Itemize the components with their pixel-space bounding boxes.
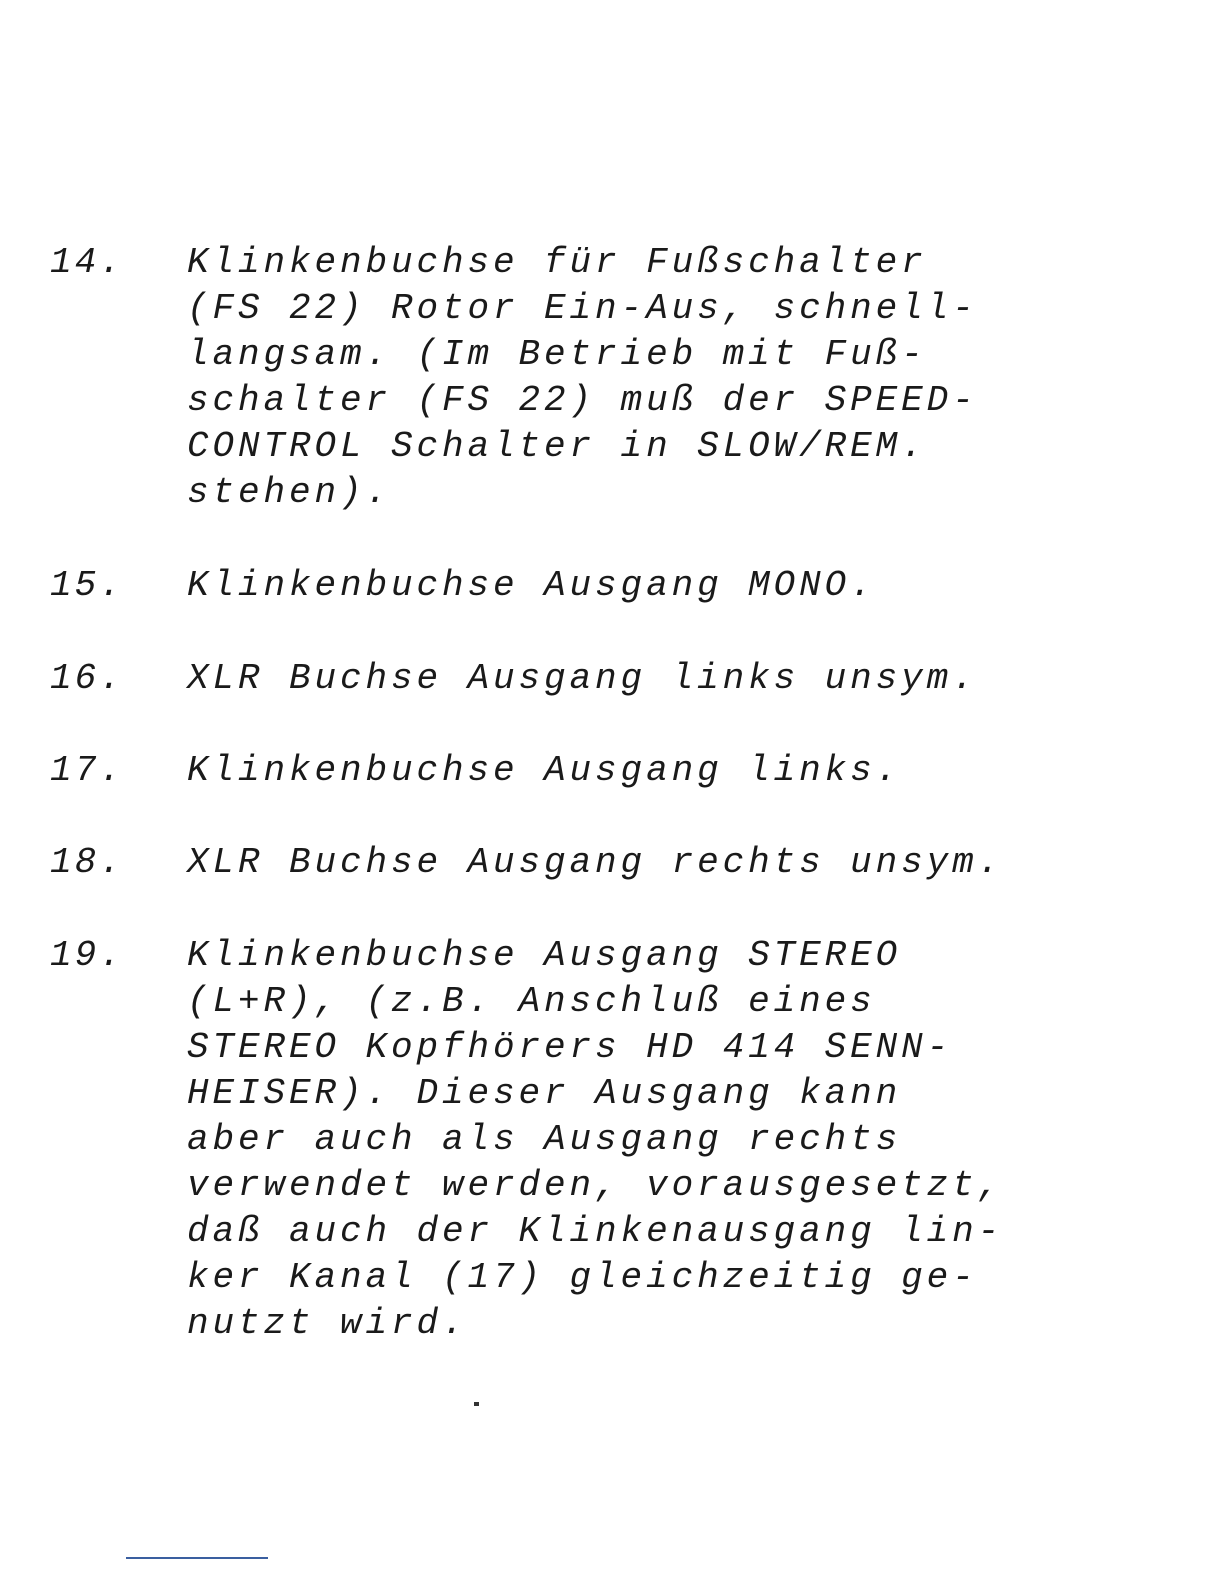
text-line: (FS 22) Rotor Ein-Aus, schnell- xyxy=(187,288,978,329)
text-line: XLR Buchse Ausgang rechts unsym. xyxy=(187,842,1004,883)
item-number: 15. xyxy=(50,565,124,606)
item-text xyxy=(187,933,1003,1347)
text-line: Klinkenbuchse Ausgang MONO. xyxy=(187,565,876,606)
text-line: aber auch als Ausgang rechts xyxy=(187,1119,902,1160)
text-line: ker Kanal (17) gleichzeitig ge- xyxy=(187,1257,978,1298)
item-text xyxy=(187,563,876,609)
item-number: 16. xyxy=(50,658,124,699)
item-text xyxy=(187,240,978,516)
text-line: XLR Buchse Ausgang links unsym. xyxy=(187,658,978,699)
item-number: 17. xyxy=(50,750,124,791)
item-text xyxy=(187,656,978,702)
item-number: 18. xyxy=(50,842,124,883)
text-line: CONTROL Schalter in SLOW/REM. xyxy=(187,426,927,467)
text-line: (L+R), (z.B. Anschluß eines xyxy=(187,981,876,1022)
text-line: Klinkenbuchse Ausgang links. xyxy=(187,750,902,791)
item-number: 19. xyxy=(50,935,124,976)
text-line: Klinkenbuchse für Fußschalter xyxy=(187,242,927,283)
text-line: langsam. (Im Betrieb mit Fuß- xyxy=(187,334,927,375)
item-number: 14. xyxy=(50,242,124,283)
text-line: Klinkenbuchse Ausgang STEREO xyxy=(187,935,902,976)
text-line: STEREO Kopfhörers HD 414 SENN- xyxy=(187,1027,953,1068)
text-line: HEISER). Dieser Ausgang kann xyxy=(187,1073,902,1114)
text-line: nutzt wird. xyxy=(187,1303,468,1344)
text-line: schalter (FS 22) muß der SPEED- xyxy=(187,380,978,421)
text-line: daß auch der Klinkenausgang lin- xyxy=(187,1211,1004,1252)
item-text xyxy=(187,748,901,794)
stray-dot-mark xyxy=(474,1402,479,1406)
item-text xyxy=(187,840,1003,886)
footer-rule-divider xyxy=(126,1557,268,1559)
text-line: stehen). xyxy=(187,472,392,513)
text-line: verwendet werden, vorausgesetzt, xyxy=(187,1165,1004,1206)
